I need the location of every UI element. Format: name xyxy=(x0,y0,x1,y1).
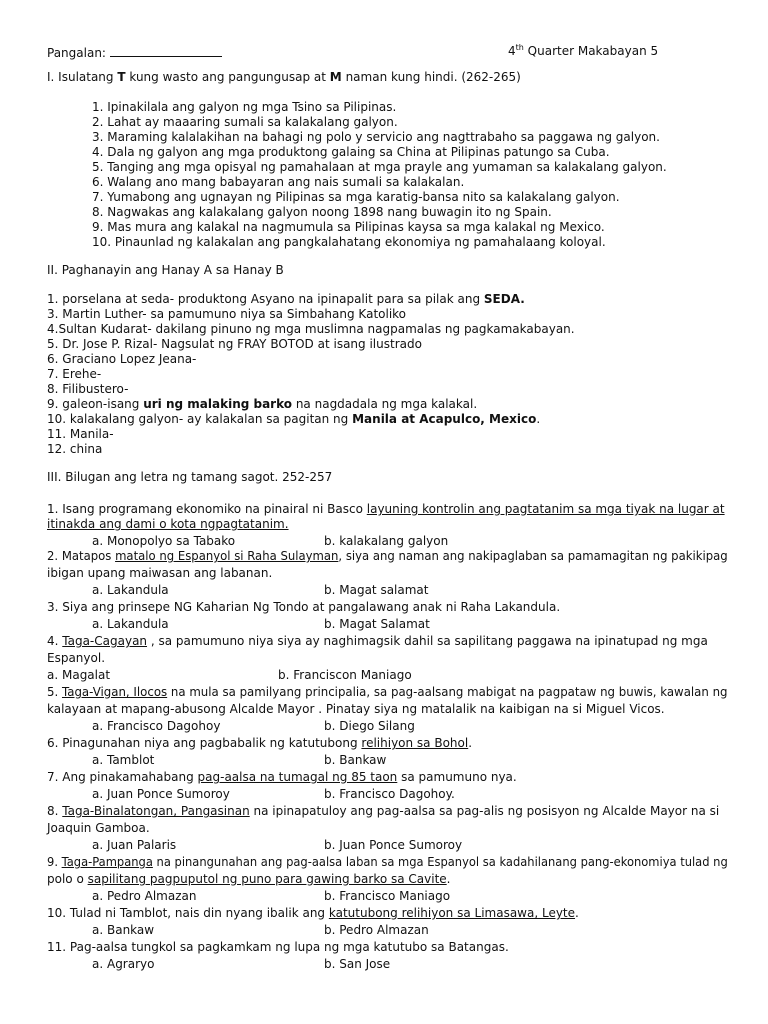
choice-a[interactable]: a. Magalat xyxy=(47,668,111,682)
name-label: Pangalan: xyxy=(47,46,106,60)
choice-a[interactable]: a. Juan Palaris xyxy=(92,838,177,852)
choice-a[interactable]: a. Pedro Almazan xyxy=(92,889,197,903)
choice-a[interactable]: a. Agraryo xyxy=(92,957,155,971)
s1-item: 5. Tanging ang mga opisyal ng pamahalaan at mga prayle ang yumaman sa kalakalang galyon. xyxy=(92,160,667,174)
choice-b[interactable]: b. kalakalang galyon xyxy=(324,534,449,548)
s1-item: 10. Pinaunlad ng kalakalan ang pangkalahatang ekonomiya ng pamahalaang koloyal. xyxy=(92,235,606,249)
choice-a[interactable]: a. Juan Ponce Sumoroy xyxy=(92,787,230,801)
choice-a[interactable]: a. Bankaw xyxy=(92,923,155,937)
question-8: 8. Taga-Binalatongan, Pangasinan na ipinapatuloy ang pag-aalsa sa pag-alis ng posisyon ng Alcalde Mayor na si xyxy=(47,804,720,818)
choice-a[interactable]: a. Tamblot xyxy=(92,753,155,767)
question-2: 2. Matapos matalo ng Espanyol si Raha Sulayman, siya ang naman ang nakipaglaban sa pamamagitan ng pakikipag xyxy=(47,549,728,563)
s1-item: 4. Dala ng galyon ang mga produktong galaing sa China at Pilipinas patungo sa Cuba. xyxy=(92,145,610,159)
s2-item: 9. galeon-isang uri ng malaking barko na nagdadala ng mga kalakal. xyxy=(47,397,478,411)
s2-item: 12. china xyxy=(47,442,103,456)
question-9-cont: polo o sapilitang pagpuputol ng puno para gawing barko sa Cavite. xyxy=(47,872,451,886)
choice-b[interactable]: b. Juan Ponce Sumoroy xyxy=(324,838,463,852)
question-1-cont: itinakda ang dami o kota ngpagtatanim. xyxy=(47,517,289,531)
section3-title: III. Bilugan ang letra ng tamang sagot. 252-257 xyxy=(47,470,333,484)
name-line xyxy=(47,44,222,61)
question-2-cont: ibigan upang maiwasan ang labanan. xyxy=(47,566,273,580)
quarter-title: 4th Quarter Makabayan 5 xyxy=(508,43,659,58)
s2-item: 7. Erehe- xyxy=(47,367,102,381)
question-10: 10. Tulad ni Tamblot, nais din nyang ibalik ang katutubong relihiyon sa Limasawa, Leyte. xyxy=(47,906,579,920)
s1-item: 3. Maraming kalalakihan na bahagi ng polo y servicio ang nagttrabaho sa paggawa ng galyon. xyxy=(92,130,660,144)
s2-item: 10. kalakalang galyon- ay kalakalan sa pagitan ng Manila at Acapulco, Mexico. xyxy=(47,412,541,426)
question-7: 7. Ang pinakamahabang pag-aalsa na tumagal ng 85 taon sa pamumuno nya. xyxy=(47,770,517,784)
choice-a[interactable]: a. Monopolyo sa Tabako xyxy=(92,534,236,548)
question-8-cont: Joaquin Gamboa. xyxy=(47,821,150,835)
choice-b[interactable]: b. Francisco Dagohoy. xyxy=(324,787,455,801)
s2-item: 6. Graciano Lopez Jeana- xyxy=(47,352,197,366)
choice-a[interactable]: a. Lakandula xyxy=(92,583,169,597)
s1-item: 2. Lahat ay maaaring sumali sa kalakalang galyon. xyxy=(92,115,398,129)
section1-title: I. Isulatang T kung wasto ang pangungusap at M naman kung hindi. (262-265) xyxy=(47,70,521,84)
s1-item: 7. Yumabong ang ugnayan ng Pilipinas sa mga karatig-bansa nito sa kalakalang galyon. xyxy=(92,190,620,204)
question-5: 5. Taga-Vigan, Ilocos na mula sa pamilyang principalia, sa pag-aalsang mabigat na pagpataw ng buwis, kawalan ng xyxy=(47,685,728,699)
choice-b[interactable]: b. Pedro Almazan xyxy=(324,923,429,937)
question-11: 11. Pag-aalsa tungkol sa pagkamkam ng lupa ng mga katutubo sa Batangas. xyxy=(47,940,509,954)
question-4-cont: Espanyol. xyxy=(47,651,106,665)
s1-item: 1. Ipinakilala ang galyon ng mga Tsino sa Pilipinas. xyxy=(92,100,397,114)
question-3: 3. Siya ang prinsepe NG Kaharian Ng Tondo at pangalawang anak ni Raha Lakandula. xyxy=(47,600,561,614)
s2-item: 4.Sultan Kudarat- dakilang pinuno ng mga muslimna nagpamalas ng pagkamakabayan. xyxy=(47,322,575,336)
s2-item: 1. porselana at seda- produktong Asyano na ipinapalit para sa pilak ang SEDA. xyxy=(47,292,525,306)
section2-title: II. Paghanayin ang Hanay A sa Hanay B xyxy=(47,263,284,277)
choice-b[interactable]: b. Francisco Maniago xyxy=(324,889,451,903)
question-6: 6. Pinagunahan niya ang pagbabalik ng katutubong relihiyon sa Bohol. xyxy=(47,736,473,750)
question-5-cont: kalayaan at mapang-abusong Alcalde Mayor . Pinatay siya ng matalalik na kaibigan na si Miguel Vicos. xyxy=(47,702,665,716)
name-blank[interactable] xyxy=(110,44,222,57)
choice-b[interactable]: b. Magat salamat xyxy=(324,583,429,597)
choice-b[interactable]: b. Franciscon Maniago xyxy=(278,668,412,682)
s2-item: 8. Filibustero- xyxy=(47,382,129,396)
s2-item: 11. Manila- xyxy=(47,427,114,441)
s2-item: 5. Dr. Jose P. Rizal- Nagsulat ng FRAY BOTOD at isang ilustrado xyxy=(47,337,422,351)
choice-a[interactable]: a. Lakandula xyxy=(92,617,169,631)
s1-item: 8. Nagwakas ang kalakalang galyon noong 1898 nang buwagin ito ng Spain. xyxy=(92,205,552,219)
choice-b[interactable]: b. San Jose xyxy=(324,957,391,971)
question-1: 1. Isang programang ekonomiko na pinairal ni Basco layuning kontrolin ang pagtatanim sa mga tiyak na lugar at xyxy=(47,502,725,516)
choice-a[interactable]: a. Francisco Dagohoy xyxy=(92,719,221,733)
s1-item: 6. Walang ano mang babayaran ang nais sumali sa kalakalan. xyxy=(92,175,465,189)
choice-b[interactable]: b. Diego Silang xyxy=(324,719,415,733)
question-4: 4. Taga-Cagayan , sa pamumuno niya siya ay naghimagsik dahil sa sapilitang paggawa na ipinatupad ng mga xyxy=(47,634,708,648)
choice-b[interactable]: b. Bankaw xyxy=(324,753,387,767)
question-9: 9. Taga-Pampanga na pinangunahan ang pag-aalsa laban sa mga Espanyol sa kadahilanang pang-ekonomiya tulad ng xyxy=(47,855,728,869)
s1-item: 9. Mas mura ang kalakal na nagmumula sa Pilipinas kaysa sa mga kalakal ng Mexico. xyxy=(92,220,605,234)
s2-item: 3. Martin Luther- sa pamumuno niya sa Simbahang Katoliko xyxy=(47,307,407,321)
choice-b[interactable]: b. Magat Salamat xyxy=(324,617,430,631)
